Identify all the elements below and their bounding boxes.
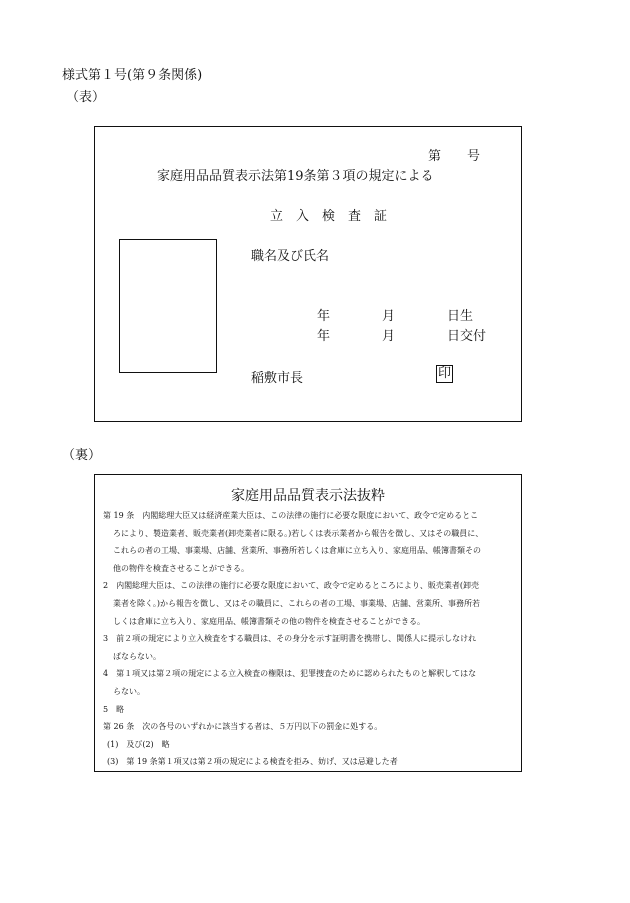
law-line: らない。 — [113, 686, 145, 696]
law-line: 業者を除く。)から報告を徴し、又はその職員に、これらの者の工場、事業場、店舗、営業所、事務所若 — [113, 598, 480, 608]
photo-box — [119, 239, 217, 373]
form-title: 様式第１号(第９条関係) — [62, 68, 203, 83]
law-line: 3 前２項の規定により立入検査をする職員は、その身分を示す証明書を携帯し、関係人に提示しなけれ — [103, 634, 477, 644]
law-line: 5 略 — [103, 704, 125, 714]
law-excerpt-title: 家庭用品品質表示法抜粋 — [231, 488, 385, 504]
law-line: (3) 第 19 条第１項又は第２項の規定による検査を拒み、妨げ、又は忌避した者 — [107, 757, 398, 767]
law-line: ろにより、製造業者、販売業者(卸売業者に限る。)若しくは表示業者から報告を徴し、又はその職員に、 — [113, 528, 484, 538]
law-line: (1) 及び(2) 略 — [107, 739, 170, 749]
law-line: 2 内閣総理大臣は、この法律の施行に必要な限度において、政令で定めるところにより、販売業者(卸売 — [103, 581, 480, 591]
law-line: 第 26 条 次の各号のいずれかに該当する者は、５万円以下の罰金に処する。 — [103, 722, 383, 732]
issue-date-line: 年 月 日交付 — [317, 329, 487, 344]
inspection-card-front — [94, 126, 522, 422]
law-line: 4 第１項又は第２項の規定による立入検査の権限は、犯罪捜査のために認められたものと解釈してはな — [103, 669, 477, 679]
birth-date-line: 年 月 日生 — [317, 309, 474, 324]
seal-mark: 印 — [438, 366, 452, 381]
legal-basis: 家庭用品品質表示法第19条第３項の規定による — [157, 169, 434, 184]
card-title: 立 入 検 査 証 — [270, 209, 388, 224]
law-line: ばならない。 — [113, 651, 161, 661]
law-line: 第 19 条 内閣総理大臣又は経済産業大臣は、この法律の施行に必要な限度において、政令で定めるとこ — [103, 511, 479, 520]
back-side-label: （裏） — [62, 448, 102, 463]
issuer-name: 稲敷市長 — [251, 371, 304, 386]
law-line: しくは倉庫に立ち入り、家庭用品、帳簿書類その他の物件を検査させることができる。 — [113, 616, 425, 626]
front-side-label: （表） — [66, 90, 106, 105]
card-number: 第 号 — [428, 149, 481, 164]
inspection-card-back — [94, 474, 522, 772]
name-label: 職名及び氏名 — [251, 249, 330, 264]
seal-wrapper — [436, 365, 453, 383]
law-line: 他の物件を検査させることができる。 — [113, 563, 249, 573]
law-excerpt-body — [103, 507, 513, 771]
law-line: これらの者の工場、事業場、店舗、営業所、事務所若しくは倉庫に立ち入り、家庭用品、帳簿書類その — [113, 546, 481, 556]
